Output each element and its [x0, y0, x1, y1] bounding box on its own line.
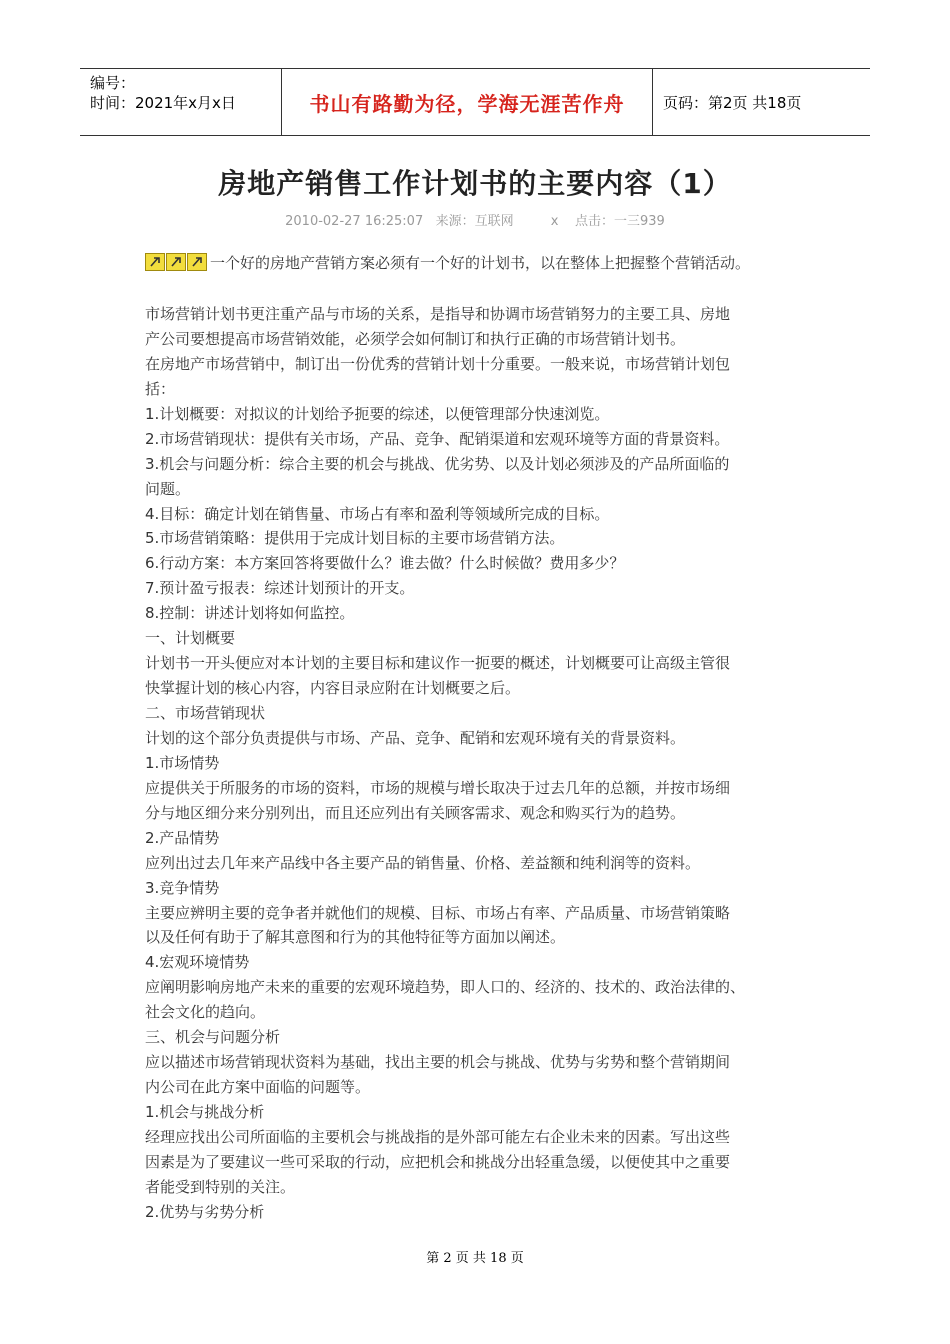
- body-line: 主要应辨明主要的竞争者并就他们的规模、目标、市场占有率、产品质量、市场营销策略: [145, 903, 731, 922]
- sparkle-icon: [145, 253, 165, 271]
- body-line: 应阐明影响房地产未来的重要的宏观环境趋势，即人口的、经济的、技术的、政治法律的、: [145, 978, 746, 997]
- header-motto: 书山有路勤为径，学海无涯苦作舟: [281, 69, 653, 135]
- body-line: 2.优势与劣势分析: [145, 1202, 265, 1221]
- body-line: 在房地产市场营销中，制订出一份优秀的营销计划十分重要。一般来说，市场营销计划包: [145, 354, 731, 373]
- body-line: 应以描述市场营销现状资料为基础，找出主要的机会与挑战、优势与劣势和整个营销期间: [145, 1053, 731, 1072]
- body-line: 计划书一开头便应对本计划的主要目标和建议作一扼要的概述，计划概要可让高级主管很: [145, 654, 731, 673]
- body-line: 一、计划概要: [145, 629, 236, 648]
- body-line: 4.宏观环境情势: [145, 953, 250, 972]
- body-line: 7.预计盈亏报表：综述计划预计的开支。: [145, 579, 415, 598]
- body-line: 问题。: [145, 479, 191, 498]
- header-page-info: 页码：第2页 共18页: [663, 93, 802, 112]
- body-line: 6.行动方案：本方案回答将要做什么？谁去做？什么时候做？费用多少？: [145, 554, 625, 573]
- article-meta: 2010-02-27 16:25:07 来源：互联网 x 点击：一三939: [285, 214, 665, 229]
- decorative-icons: [145, 253, 208, 271]
- page-footer: 第 2 页 共 18 页: [426, 1251, 524, 1266]
- body-line: 经理应找出公司所面临的主要机会与挑战指的是外部可能左右企业未来的因素。写出这些: [145, 1127, 731, 1146]
- body-line: 括：: [145, 379, 176, 398]
- document-number-label: 编号：: [90, 74, 136, 92]
- sparkle-icon: [187, 253, 207, 271]
- body-line: 4.目标：确定计划在销售量、市场占有率和盈利等领域所完成的目标。: [145, 504, 610, 523]
- body-line: 2.市场营销现状：提供有关市场，产品、竞争、配销渠道和宏观环境等方面的背景资料。: [145, 429, 730, 448]
- body-line: 2.产品情势: [145, 828, 220, 847]
- article-title: 房地产销售工作计划书的主要内容（1）: [218, 167, 732, 200]
- body-line: 分与地区细分来分别列出，而且还应列出有关顾客需求、观念和购买行为的趋势。: [145, 803, 686, 822]
- body-line: 内公司在此方案中面临的问题等。: [145, 1078, 371, 1097]
- body-line: 者能受到特别的关注。: [145, 1177, 296, 1196]
- sparkle-icon: [166, 253, 186, 271]
- body-line: 3.竞争情势: [145, 878, 220, 897]
- body-line: 市场营销计划书更注重产品与市场的关系，是指导和协调市场营销努力的主要工具、房地: [145, 305, 731, 323]
- header-left: [80, 69, 281, 135]
- body-line: 计划的这个部分负责提供与市场、产品、竞争、配销和宏观环境有关的背景资料。: [145, 728, 686, 747]
- body-line: 因素是为了要建议一些可采取的行动，应把机会和挑战分出轻重急缓，以便使其中之重要: [145, 1152, 731, 1171]
- body-line: 二、市场营销现状: [145, 704, 266, 722]
- body-line: 三、机会与问题分析: [145, 1028, 281, 1047]
- article-intro: [145, 250, 835, 274]
- body-line: 产公司要想提高市场营销效能，必须学会如何制订和执行正确的市场营销计划书。: [145, 329, 686, 348]
- body-line: 社会文化的趋向。: [145, 1003, 266, 1022]
- body-line: 1.市场情势: [145, 753, 220, 772]
- body-line: 快掌握计划的核心内容，内容目录应附在计划概要之后。: [145, 679, 521, 698]
- body-line: 1.机会与挑战分析: [145, 1103, 265, 1121]
- body-line: 应列出过去几年来产品线中各主要产品的销售量、价格、差益额和纯利润等的资料。: [145, 853, 701, 872]
- body-line: 应提供关于所服务的市场的资料，市场的规模与增长取决于过去几年的总额，并按市场细: [145, 778, 731, 797]
- body-line: 5.市场营销策略：提供用于完成计划目标的主要市场营销方法。: [145, 529, 565, 548]
- page-header: [80, 68, 870, 136]
- body-line: 8.控制：讲述计划将如何监控。: [145, 604, 355, 623]
- document-time-label: 时间：2021年x月x日: [90, 94, 236, 112]
- body-line: 1.计划概要：对拟议的计划给予扼要的综述，以便管理部分快速浏览。: [145, 404, 610, 423]
- intro-text: 一个好的房地产营销方案必须有一个好的计划书，以在整体上把握整个营销活动。: [210, 253, 751, 272]
- article-body: [145, 302, 820, 1225]
- body-line: 以及任何有助于了解其意图和行为的其他特征等方面加以阐述。: [145, 928, 566, 947]
- body-line: 3.机会与问题分析：综合主要的机会与挑战、优劣势、以及计划必须涉及的产品所面临的: [145, 454, 730, 473]
